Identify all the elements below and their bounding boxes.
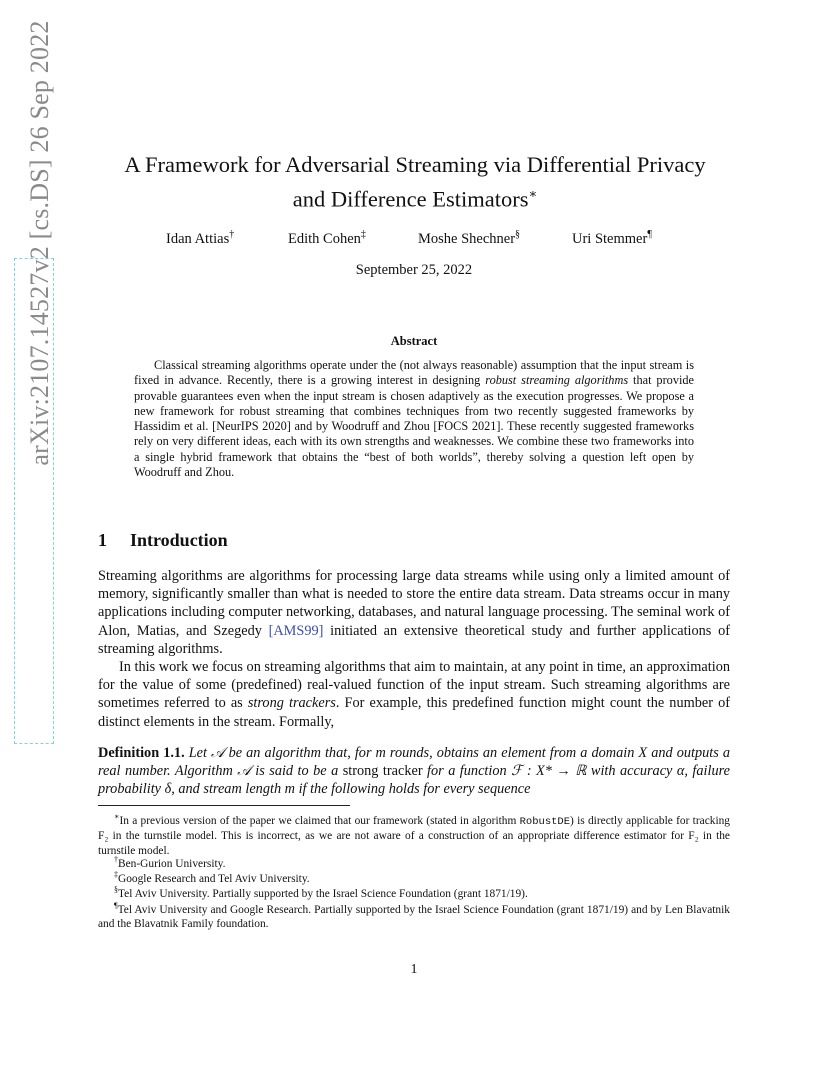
- definition-heading: Definition 1.1.: [98, 745, 185, 761]
- footnote-mark: ‡: [114, 870, 118, 879]
- definition-text: for a function ℱ : X* → ℝ with accuracy α, failure probability δ, and stream length m if the following holds for every sequence: [98, 763, 730, 798]
- abstract-part: that provide provable guarantees even when the input stream is chosen adaptively as the execution progresses. We propose a new framework for robust streaming that combines techniques from two recently suggested frameworks by Hassidim et al. [NeurIPS 2020] and by Woodruff and Zhou [FOCS 2021]. These recently suggested frameworks rely on very different ideas, each with its own strengths and weaknesses. We combine these two frameworks into a single hybrid framework that obtains the “best of both worlds”, thereby solving a question left open by Woodruff and Zhou.: [134, 373, 694, 480]
- footnote-mark: †: [114, 855, 118, 864]
- footnote-text: ) is directly applicable for tracking F₂ in the turnstile model. This is incorrect, as we are not aware of a construction of an appropriate difference estimator for F₂ in the turnstile model.: [98, 814, 730, 857]
- footnote-mark: ¶: [114, 901, 118, 910]
- paragraph-text: initiated an extensive theoretical study and further applications of streaming algorithms.: [98, 622, 730, 657]
- paper-date: September 25, 2022: [355, 262, 473, 278]
- abstract-heading: Abstract: [390, 334, 438, 348]
- author-1: [166, 229, 234, 248]
- definition-text: Let 𝒜 be an algorithm that, for m rounds, obtains an element from a domain X and outputs a real number. Algorithm 𝒜 is said to be a: [98, 745, 730, 780]
- paragraph-1: [98, 567, 730, 658]
- footnote-mark: §: [114, 885, 118, 894]
- section-title: Introduction: [130, 530, 228, 550]
- title-line-2-text: and Difference Estimators: [292, 186, 529, 212]
- author-mark: §: [515, 229, 521, 240]
- footnote-text: Tel Aviv University. Partially supported by the Israel Science Foundation (grant 1871/19).: [118, 887, 528, 900]
- paragraph-2: [98, 658, 730, 731]
- page-number: 1: [410, 962, 418, 977]
- footnote-text: Google Research and Tel Aviv University.: [118, 872, 310, 885]
- author-name: Idan Attias: [166, 230, 230, 247]
- paragraph-emphasis: strong trackers: [247, 695, 336, 712]
- section-heading: [98, 530, 228, 551]
- title-line-1: A Framework for Adversarial Streaming via Differential Privacy: [124, 152, 706, 177]
- paragraph-text: Streaming algorithms are algorithms for processing large data streams while using only a limited amount of memory, significantly smaller than what is needed to store the entire data stream. Data streams occur in many applications including computer networking, databases, and natural language processing. The seminal work of Alon, Matias, and Szegedy: [98, 568, 730, 639]
- citation-link[interactable]: [AMS99]: [268, 622, 324, 639]
- abstract-emphasis: robust streaming algorithms: [485, 373, 629, 388]
- footnote-1: [98, 810, 730, 858]
- author-mark: ¶: [647, 229, 652, 240]
- footnote-text: Ben-Gurion University.: [118, 857, 226, 870]
- author-4: [572, 229, 652, 248]
- abstract-part: Classical streaming algorithms operate under the (not always reasonable) assumption that the input stream is fixed in advance. Recently, there is a growing interest in designing: [134, 358, 694, 388]
- paper-title: [60, 150, 770, 214]
- arxiv-identifier: arXiv:2107.14527v2 [cs.DS] 26 Sep 2022: [25, 20, 54, 466]
- author-mark: ‡: [360, 229, 366, 240]
- footnote-rule: [98, 805, 350, 806]
- title-line-2: [60, 179, 770, 214]
- definition-term: strong tracker: [338, 763, 428, 780]
- paragraph-text: In this work we focus on streaming algorithms that aim to maintain, at any point in time, an approximation for the value of some (predefined) real-valued function of the input stream. Such streaming algorithms are sometimes referred to as: [98, 659, 730, 712]
- author-name: Uri Stemmer: [572, 230, 648, 247]
- abstract-text: [134, 358, 694, 480]
- title-footnote-mark: ∗: [528, 186, 538, 201]
- footnote-5: [98, 899, 730, 932]
- author-name: Moshe Shechner: [418, 230, 516, 247]
- author-mark: †: [229, 229, 235, 240]
- author-name: Edith Cohen: [288, 230, 361, 247]
- definition-block: [98, 744, 730, 799]
- paragraph-text: . For example, this predefined function might count the number of distinct elements in the stream. Formally,: [98, 695, 730, 730]
- footnote-code: RobustDE: [519, 815, 571, 828]
- author-2: [288, 229, 366, 248]
- footnote-text: Tel Aviv University and Google Research. Partially supported by the Israel Science Foundation (grant 1871/19) and by Len Blavatnik and the Blavatnik Family foundation.: [98, 903, 730, 931]
- author-3: [418, 229, 520, 248]
- footnote-text: In a previous version of the paper we claimed that our framework (stated in algorithm: [119, 814, 520, 827]
- section-number: 1: [98, 530, 107, 550]
- author-list: [166, 229, 686, 249]
- footnote-mark: ∗: [114, 812, 120, 821]
